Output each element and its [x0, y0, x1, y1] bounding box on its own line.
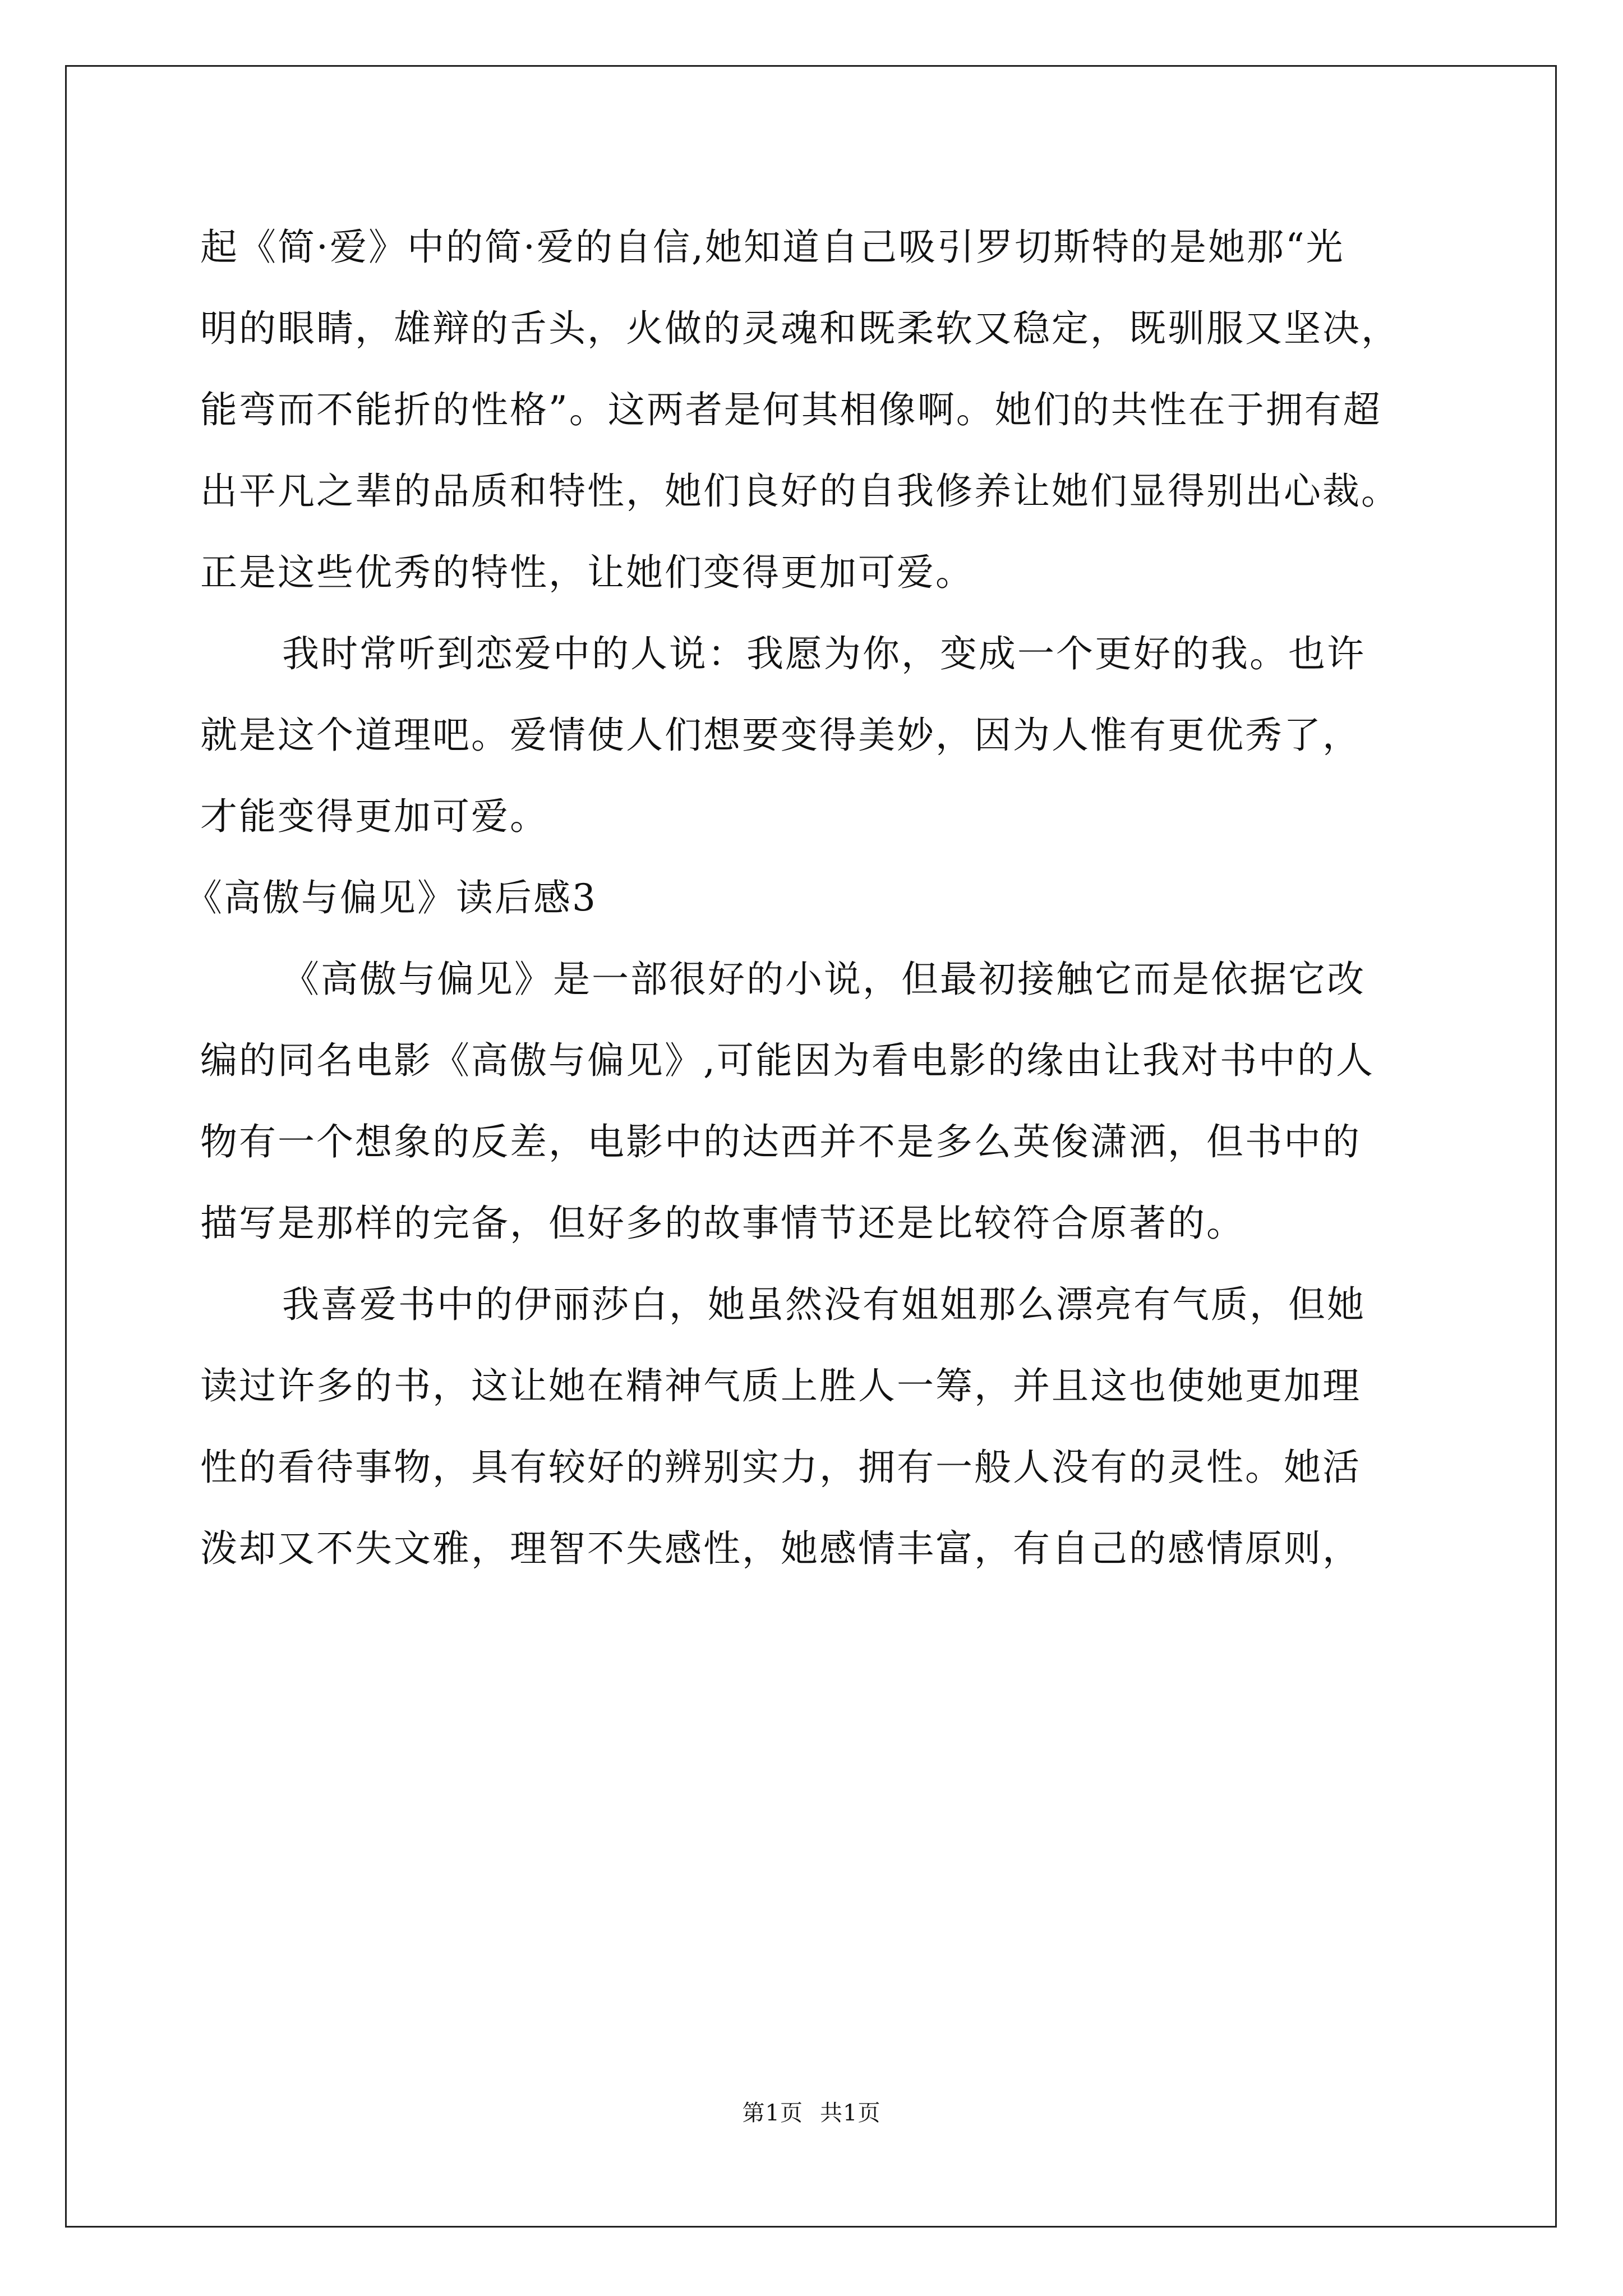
text-line-4: 出平凡之辈的品质和特性，她们良好的自我修养让她们显得别出心裁。 — [200, 470, 1400, 513]
text-line-17: 泼却又不失文雅，理智不失感性，她感情丰富，有自己的感情原则， — [200, 1527, 1361, 1570]
text-line-10: 《高傲与偏见》是一部很好的小说，但最初接触它而是依据它改 — [282, 958, 1366, 1001]
text-line-13: 描写是那样的完备，但好多的故事情节还是比较符合原著的。 — [200, 1202, 1245, 1245]
text-line-15: 读过许多的书，这让她在精神气质上胜人一筹，并且这也使她更加理 — [200, 1364, 1361, 1407]
page-number: 第1页 — [742, 2100, 803, 2126]
text-line-11: 编的同名电影《高傲与偏见》,可能因为看电影的缘由让我对书中的人 — [200, 1039, 1375, 1082]
text-line-3: 能弯而不能折的性格”。这两者是何其相像啊。她们的共性在于拥有超 — [200, 388, 1382, 431]
text-line-16: 性的看待事物，具有较好的辨别实力，拥有一般人没有的灵性。她活 — [200, 1446, 1361, 1489]
text-line-14: 我喜爱书中的伊丽莎白，她虽然没有姐姐那么漂亮有气质，但她 — [282, 1283, 1366, 1326]
page-footer — [0, 2099, 1623, 2127]
section-heading: 《高傲与偏见》读后感3 — [185, 876, 597, 919]
page-total: 共1页 — [820, 2100, 881, 2126]
text-line-5: 正是这些优秀的特性，让她们变得更加可爱。 — [200, 551, 974, 594]
text-line-8: 才能变得更加可爱。 — [200, 795, 548, 838]
text-line-6: 我时常听到恋爱中的人说：我愿为你，变成一个更好的我。也许 — [282, 632, 1366, 675]
text-line-2: 明的眼睛，雄辩的舌头，火做的灵魂和既柔软又稳定，既驯服又坚决， — [200, 307, 1400, 350]
text-line-1: 起《简·爱》中的简·爱的自信,她知道自己吸引罗切斯特的是她那“光 — [200, 226, 1345, 269]
text-line-12: 物有一个想象的反差，电影中的达西并不是多么英俊潇洒，但书中的 — [200, 1120, 1361, 1163]
text-line-7: 就是这个道理吧。爱情使人们想要变得美妙，因为人惟有更优秀了， — [200, 714, 1361, 757]
